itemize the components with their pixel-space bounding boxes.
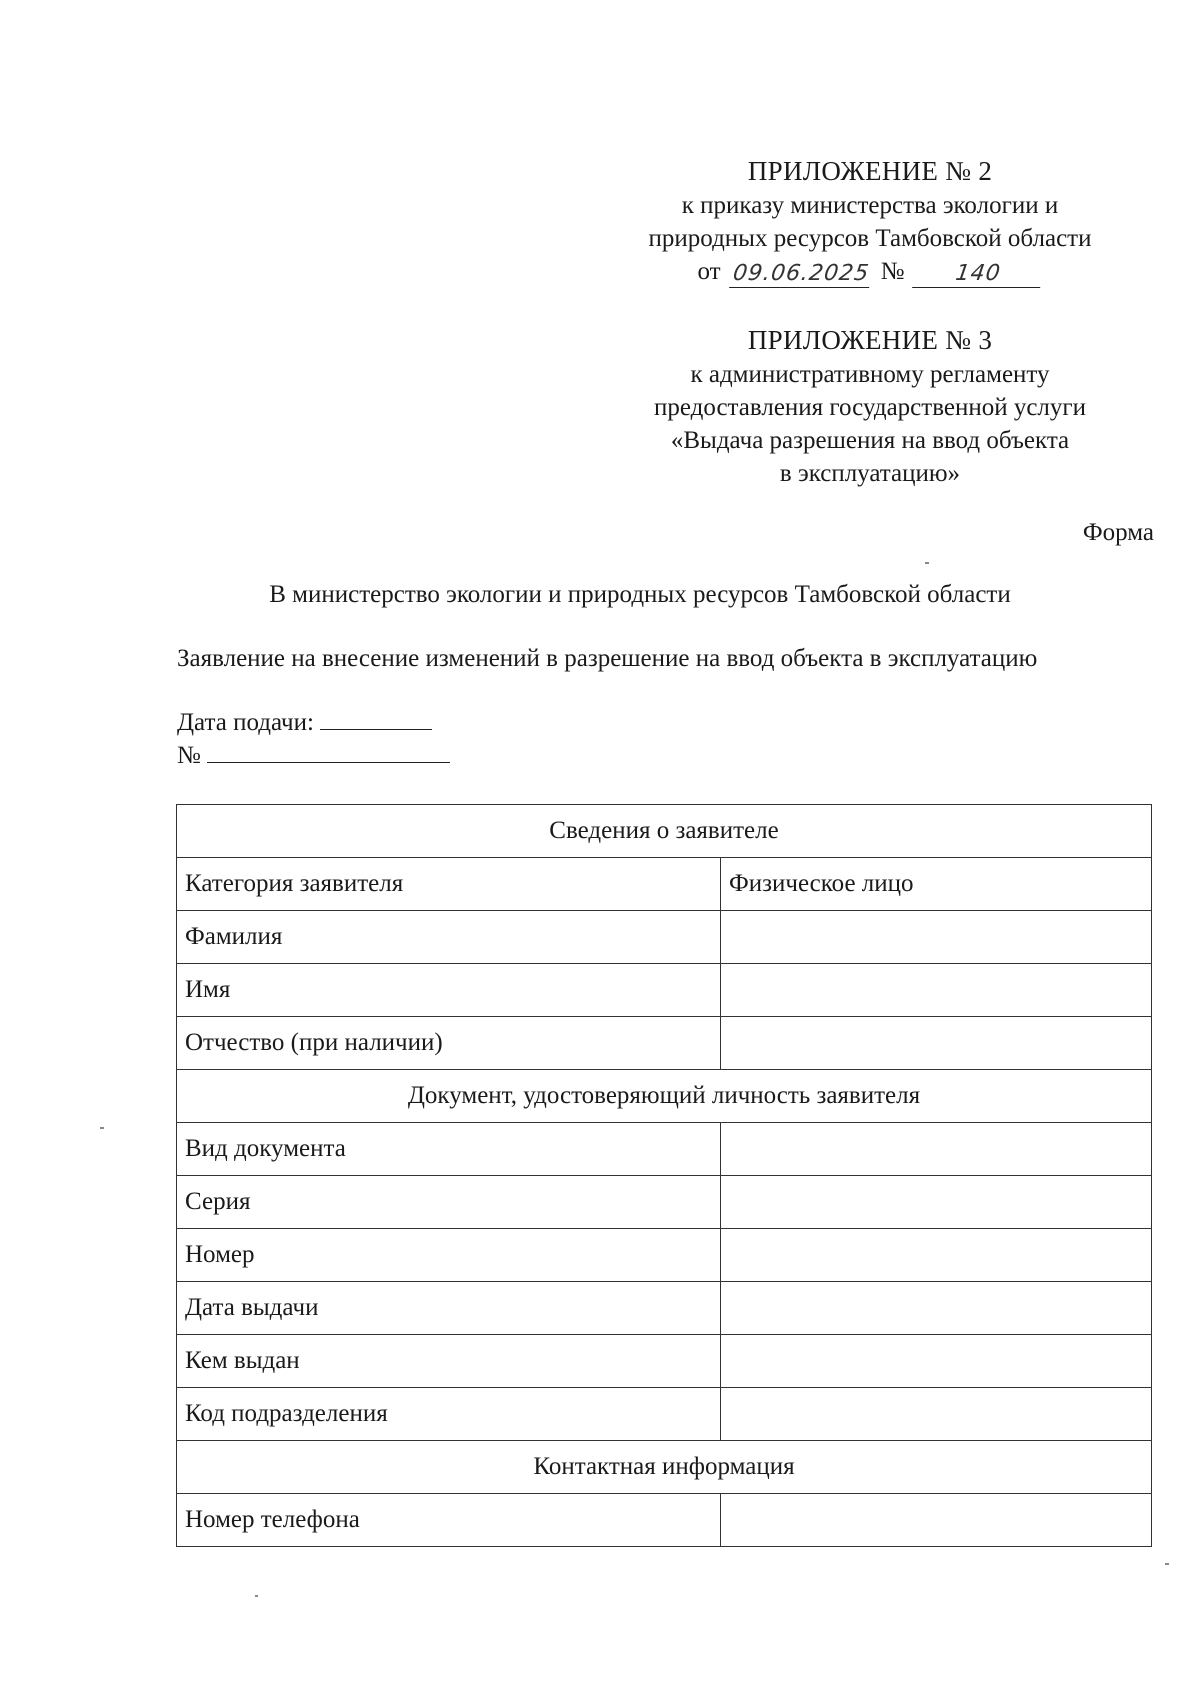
order-number-label: № [880, 258, 905, 285]
annex-3-line-4: в эксплуатацию» [779, 460, 961, 487]
addressee-line: В министерство экологии и природных ресурсов Тамбовской области [269, 581, 1011, 608]
table-row [177, 1388, 1152, 1441]
scan-speck [255, 1595, 258, 1597]
table-row [177, 805, 1152, 858]
annex-3-line-3: «Выдача разрешения на ввод объекта [670, 427, 1070, 454]
table-row [177, 1123, 1152, 1176]
table-row [177, 1494, 1152, 1547]
surname-field[interactable] [721, 911, 1152, 964]
annex-2-line-2: природных ресурсов Тамбовской области [648, 225, 1092, 252]
patronymic-field[interactable] [721, 1017, 1152, 1070]
annex-2-title: ПРИЛОЖЕНИЕ № 2 [747, 156, 993, 186]
submission-number-label: № [177, 742, 201, 769]
from-label: от [697, 258, 721, 285]
scan-speck [1165, 1563, 1169, 1565]
annex-2-line-1: к приказу министерства экологии и [681, 192, 1059, 219]
name-label: Имя [177, 964, 721, 1017]
order-date-handwritten: 09.06.2025 [729, 261, 873, 288]
submission-date-label: Дата подачи: [177, 709, 314, 736]
statement-title: Заявление на внесение изменений в разрешение на ввод объекта в эксплуатацию [177, 645, 1038, 672]
table-row [177, 1229, 1152, 1282]
form-label: Форма [1082, 519, 1154, 546]
section-document-heading: Документ, удостоверяющий личность заявителя [177, 1070, 1152, 1123]
table-row [177, 1335, 1152, 1388]
section-applicant-heading: Сведения о заявителе [177, 805, 1152, 858]
phone-field[interactable] [721, 1494, 1152, 1547]
annex-3-line-1: к административному регламенту [690, 361, 1050, 388]
doc-type-label: Вид документа [177, 1123, 721, 1176]
series-label: Серия [177, 1176, 721, 1229]
annex-3-header [600, 322, 1140, 490]
annex-2-header [600, 153, 1140, 288]
submission-number-field[interactable] [207, 742, 450, 763]
table-row [177, 1176, 1152, 1229]
table-row [177, 1017, 1152, 1070]
name-field[interactable] [721, 964, 1152, 1017]
applicant-info-table [176, 804, 1152, 1547]
table-row [177, 858, 1152, 911]
table-row [177, 1282, 1152, 1335]
table-row [177, 1441, 1152, 1494]
division-code-field[interactable] [721, 1388, 1152, 1441]
annex-3-title: ПРИЛОЖЕНИЕ № 3 [747, 325, 993, 355]
table-row [177, 964, 1152, 1017]
issued-by-label: Кем выдан [177, 1335, 721, 1388]
submission-block [177, 706, 450, 772]
annex-3-line-2: предоставления государственной услуги [653, 394, 1087, 421]
scan-speck [100, 1127, 104, 1129]
series-field[interactable] [721, 1176, 1152, 1229]
patronymic-label: Отчество (при наличии) [177, 1017, 721, 1070]
category-value[interactable]: Физическое лицо [721, 858, 1152, 911]
order-number-handwritten: 140 [913, 261, 1045, 288]
scan-speck [925, 562, 929, 564]
division-code-label: Код подразделения [177, 1388, 721, 1441]
table-row [177, 911, 1152, 964]
number-field[interactable] [721, 1229, 1152, 1282]
order-reference-line [600, 255, 1140, 288]
section-contact-heading: Контактная информация [177, 1441, 1152, 1494]
issue-date-field[interactable] [721, 1282, 1152, 1335]
submission-date-row [177, 706, 450, 739]
number-label: Номер [177, 1229, 721, 1282]
category-label: Категория заявителя [177, 858, 721, 911]
submission-number-row [177, 739, 450, 772]
doc-type-field[interactable] [721, 1123, 1152, 1176]
submission-date-field[interactable] [320, 709, 432, 730]
table-row [177, 1070, 1152, 1123]
issue-date-label: Дата выдачи [177, 1282, 721, 1335]
surname-label: Фамилия [177, 911, 721, 964]
issued-by-field[interactable] [721, 1335, 1152, 1388]
phone-label: Номер телефона [177, 1494, 721, 1547]
